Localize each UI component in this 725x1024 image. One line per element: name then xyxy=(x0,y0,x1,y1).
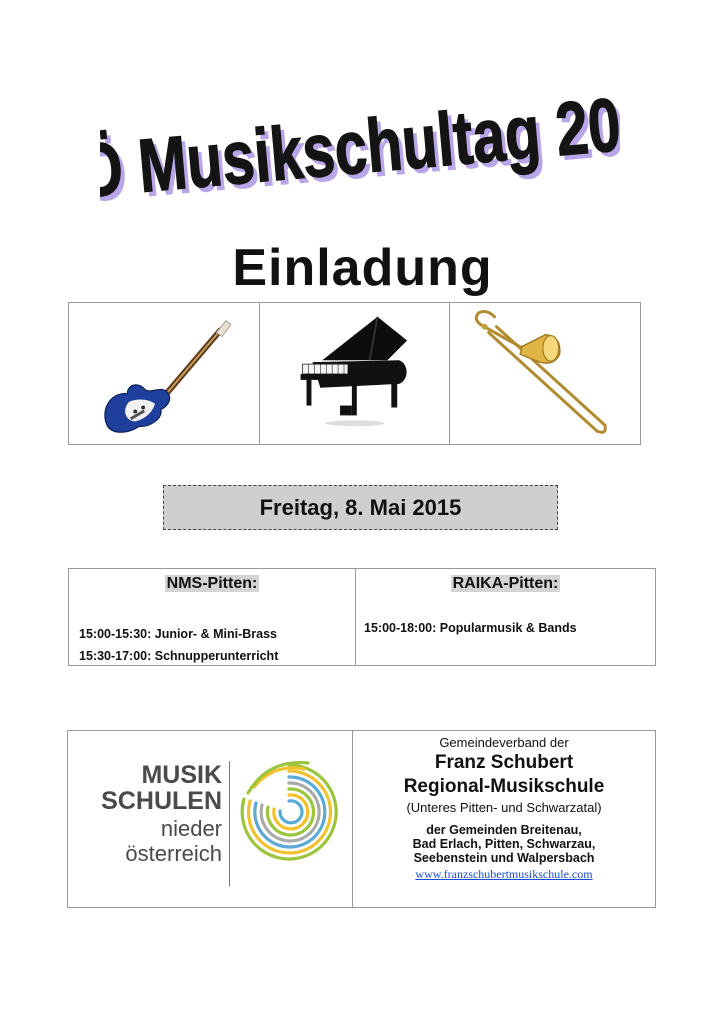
trombone-icon xyxy=(450,303,640,444)
school-name-line2: Regional-Musikschule xyxy=(403,776,605,797)
schedule-column-nms xyxy=(69,569,356,665)
logo-text-schulen: SCHULEN xyxy=(101,787,222,815)
school-website-link[interactable]: www.franzschubertmusikschule.com xyxy=(415,867,593,881)
logo-text-nieder: nieder xyxy=(160,816,222,841)
schedule-table xyxy=(68,568,656,666)
invitation-heading: Einladung xyxy=(232,239,493,297)
guitar-image-cell xyxy=(69,303,260,444)
grand-piano-icon xyxy=(260,303,450,444)
school-info xyxy=(353,731,655,907)
swirl-logo-icon xyxy=(234,757,344,867)
school-municipalities: der Gemeinden Breitenau, xyxy=(426,823,582,837)
schedule-line: 15:30-17:00: Schnupperunterricht xyxy=(79,649,279,663)
school-municipalities: Seebenstein und Walpersbach xyxy=(413,851,595,865)
instrument-images-table xyxy=(68,302,641,445)
school-municipalities: Bad Erlach, Pitten, Schwarzau, xyxy=(412,837,596,851)
title-shadow-text: NÖ Musikschultag 2015 xyxy=(100,82,620,220)
title-text: NÖ Musikschultag 2015 xyxy=(100,77,620,218)
schedule-heading-nms: NMS-Pitten: xyxy=(166,575,258,592)
school-region: (Unteres Pitten- und Schwarzatal) xyxy=(406,800,602,815)
musikschulen-logo xyxy=(68,731,353,907)
logo-text-musik: MUSIK xyxy=(141,761,222,789)
event-date-banner: Freitag, 8. Mai 2015 xyxy=(163,485,558,530)
title-graphic xyxy=(100,70,620,220)
schedule-heading-raika: RAIKA-Pitten: xyxy=(452,575,559,592)
schedule-column-raika xyxy=(356,569,655,665)
logo-divider xyxy=(229,761,230,886)
piano-image-cell xyxy=(260,303,451,444)
footer-table xyxy=(67,730,656,908)
schedule-line: 15:00-15:30: Junior- & Mini-Brass xyxy=(79,627,277,641)
logo-text-oesterreich: österreich xyxy=(125,841,222,866)
school-association: Gemeindeverband der xyxy=(439,735,569,750)
page-title xyxy=(100,70,620,220)
trombone-image-cell xyxy=(450,303,640,444)
school-name-line1: Franz Schubert xyxy=(434,752,574,773)
electric-guitar-icon xyxy=(69,303,259,444)
schedule-line: 15:00-18:00: Popularmusik & Bands xyxy=(364,621,577,635)
